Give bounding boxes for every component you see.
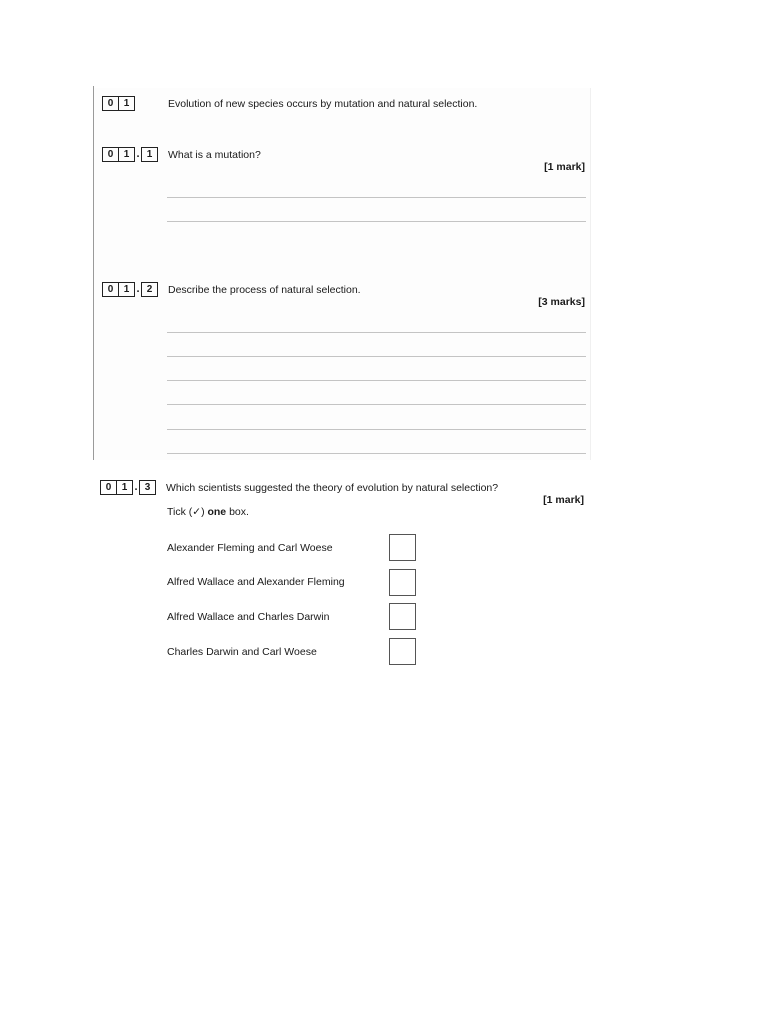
question-01-1-marks: [1 mark] [544, 161, 585, 173]
option-checkbox[interactable] [389, 603, 416, 630]
answer-line[interactable] [167, 453, 586, 454]
question-subpart-digit: 1 [141, 147, 158, 162]
question-01-3-text: Which scientists suggested the theory of evolution by natural selection? [166, 482, 499, 494]
question-digit: 0 [102, 96, 119, 111]
answer-line[interactable] [167, 197, 586, 198]
question-01-stem: Evolution of new species occurs by mutation and natural selection. [168, 98, 478, 110]
option-label: Alfred Wallace and Charles Darwin [167, 611, 330, 623]
question-number-separator: . [136, 148, 140, 160]
option-checkbox[interactable] [389, 569, 416, 596]
option-label: Charles Darwin and Carl Woese [167, 646, 317, 658]
question-digit: 0 [102, 282, 119, 297]
answer-line[interactable] [167, 429, 586, 430]
option-label: Alfred Wallace and Alexander Fleming [167, 576, 345, 588]
question-01-3-marks: [1 mark] [543, 494, 584, 506]
question-number-separator: . [134, 481, 138, 493]
question-subpart-digit: 3 [139, 480, 156, 495]
question-number-01-2 [102, 282, 158, 297]
tick-instruction-emphasis: one [207, 506, 227, 518]
question-digit: 1 [119, 282, 135, 297]
answer-line[interactable] [167, 380, 586, 381]
answer-line[interactable] [167, 332, 586, 333]
tick-instruction [167, 505, 249, 519]
question-number-separator: . [136, 283, 140, 295]
question-digit: 1 [119, 96, 135, 111]
answer-line[interactable] [167, 356, 586, 357]
question-subpart-digit: 2 [141, 282, 158, 297]
option-label: Alexander Fleming and Carl Woese [167, 542, 333, 554]
question-01-2-marks: [3 marks] [538, 296, 585, 308]
question-number-01-3 [100, 480, 156, 495]
answer-line[interactable] [167, 221, 586, 222]
question-01-2-text: Describe the process of natural selection. [168, 284, 361, 296]
tick-instruction-suffix: box. [226, 506, 249, 518]
question-number-01-1 [102, 147, 158, 162]
question-digit: 1 [117, 480, 133, 495]
question-digit: 0 [102, 147, 119, 162]
option-checkbox[interactable] [389, 534, 416, 561]
tick-instruction-prefix: Tick (✓) [167, 506, 208, 518]
question-01-1-text: What is a mutation? [168, 149, 261, 161]
question-digit: 0 [100, 480, 117, 495]
answer-line[interactable] [167, 404, 586, 405]
question-number-01 [102, 96, 135, 111]
question-digit: 1 [119, 147, 135, 162]
option-checkbox[interactable] [389, 638, 416, 665]
margin-rule [93, 86, 94, 460]
